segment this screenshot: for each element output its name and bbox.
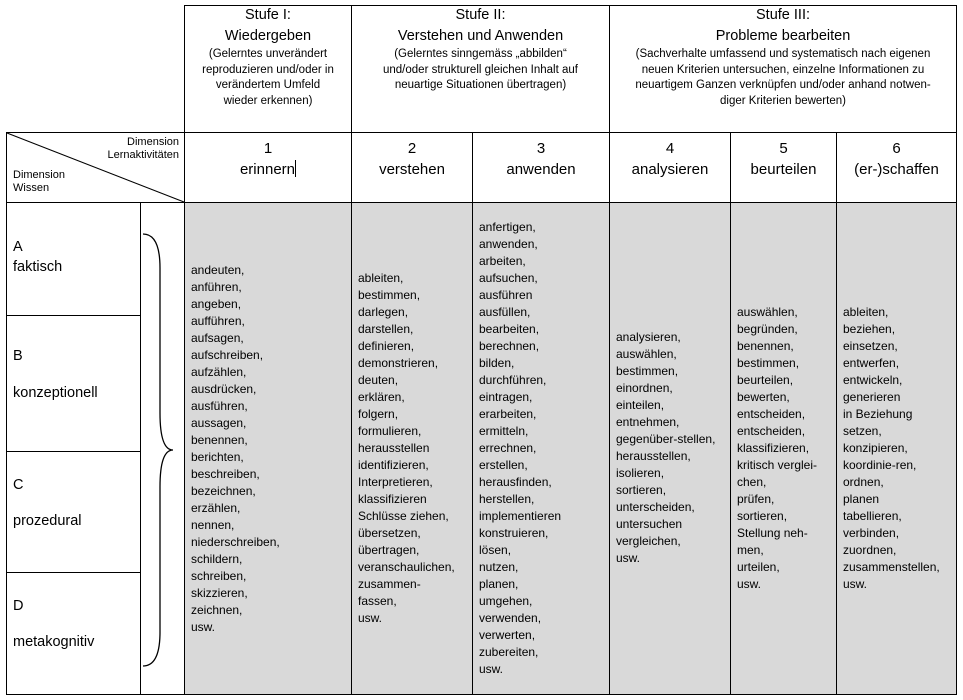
- desc-line: (Gelerntes sinngemäss „abbilden“: [394, 48, 567, 60]
- verb-item: auswählen,: [616, 347, 677, 361]
- verb-list-erinnern: [191, 262, 280, 636]
- desc-line: (Sachverhalte umfassend und systematisch nach eigenen: [635, 48, 931, 60]
- verb-item: ausführen: [479, 288, 533, 302]
- verb-item: identifizieren,: [358, 458, 429, 472]
- verb-item: zubereiten,: [479, 645, 539, 659]
- row-letter: A: [13, 239, 23, 255]
- verb-item: bezeichnen,: [191, 484, 256, 498]
- verb-list-beurteilen: [737, 304, 817, 593]
- row-name: prozedural: [13, 513, 82, 529]
- verb-item: übertragen,: [358, 543, 420, 557]
- verb-item: ausdrücken,: [191, 382, 257, 396]
- stufe-description: [610, 47, 956, 109]
- column-number: 5: [779, 140, 788, 157]
- column-header-4: [610, 138, 730, 180]
- desc-line: verändertem Umfeld: [215, 79, 321, 91]
- stufe-subtitle: Wiedergeben: [224, 28, 312, 44]
- verb-list-verstehen: [358, 270, 455, 627]
- verb-item: erklären,: [358, 390, 405, 404]
- verb-item: planen,: [479, 577, 519, 591]
- verb-item: formulieren,: [358, 424, 422, 438]
- verb-item: men,: [737, 543, 764, 557]
- verb-item: anfertigen,: [479, 220, 536, 234]
- verb-item: angeben,: [191, 297, 242, 311]
- verb-item: berechnen,: [479, 339, 540, 353]
- row-letter: B: [13, 348, 23, 364]
- verb-item: ausführen,: [191, 399, 248, 413]
- stufe-title: Stufe III:: [756, 7, 810, 23]
- verb-item: bilden,: [479, 356, 515, 370]
- row-letter: D: [13, 598, 24, 614]
- verb-item: schreiben,: [191, 569, 247, 583]
- verb-item: Stellung neh-: [737, 526, 808, 540]
- verb-item: entscheiden,: [737, 407, 806, 421]
- verb-item: niederschreiben,: [191, 535, 280, 549]
- stufe-subtitle: Probleme bearbeiten: [715, 28, 851, 44]
- column-label: (er-)schaffen: [854, 161, 939, 178]
- verb-item: arbeiten,: [479, 254, 526, 268]
- row-name: metakognitiv: [13, 634, 95, 650]
- row-label-a: [13, 237, 62, 277]
- verb-item: gegenüber-stellen,: [616, 432, 716, 446]
- desc-line: neuartige Situationen übertragen): [394, 79, 567, 91]
- verb-item: lösen,: [479, 543, 512, 557]
- verb-item: tabellieren,: [843, 509, 902, 523]
- verb-item: prüfen,: [737, 492, 775, 506]
- verb-item: usw.: [479, 662, 504, 676]
- stufe-subtitle: Verstehen und Anwenden: [397, 28, 564, 44]
- desc-line: reproduzieren und/oder in: [202, 63, 334, 76]
- desc-line: (Gelerntes unverändert: [208, 48, 328, 60]
- row-label-b: [13, 346, 98, 403]
- verb-item: auswählen,: [737, 305, 798, 319]
- verb-item: nutzen,: [479, 560, 519, 574]
- corner-label-line: Lernaktivitäten: [107, 149, 179, 161]
- verb-item: verbinden,: [843, 526, 900, 540]
- verb-item: schildern,: [191, 552, 243, 566]
- verb-item: erstellen,: [479, 458, 528, 472]
- row-name: konzeptionell: [13, 385, 98, 401]
- column-number: 4: [665, 140, 675, 157]
- verb-item: konstruieren,: [479, 526, 549, 540]
- verb-item: durchführen,: [479, 373, 547, 387]
- verb-item: bestimmen,: [737, 356, 800, 370]
- verb-item: übersetzen,: [358, 526, 421, 540]
- verb-list-erschaffen: [843, 304, 940, 593]
- verb-item: veranschaulichen,: [358, 560, 455, 574]
- corner-label-line: Dimension: [13, 169, 65, 181]
- verb-item: ermitteln,: [479, 424, 529, 438]
- verb-item: erarbeiten,: [479, 407, 537, 421]
- verb-item: erzählen,: [191, 501, 241, 515]
- column-header-6: [837, 138, 956, 180]
- verb-item: zeichnen,: [191, 603, 243, 617]
- verb-list-anwenden: [479, 219, 561, 678]
- verb-item: anwenden,: [479, 237, 538, 251]
- verb-item: aussagen,: [191, 416, 247, 430]
- desc-line: neuartigem Ganzen verknüpfen und/oder anhand notwen-: [635, 79, 931, 91]
- verb-item: untersuchen: [616, 517, 683, 531]
- verb-item: kritisch verglei-: [737, 458, 818, 472]
- verb-item: einordnen,: [616, 381, 673, 395]
- verb-item: usw.: [737, 577, 762, 591]
- verb-item: usw.: [191, 620, 216, 634]
- column-label: anwenden: [506, 161, 576, 178]
- column-number: 2: [407, 140, 417, 157]
- verb-item: einsetzen,: [843, 339, 898, 353]
- column-number: 6: [892, 140, 901, 157]
- column-label: beurteilen: [750, 161, 817, 178]
- verb-item: bestimmen,: [358, 288, 421, 302]
- row-label-c: [13, 475, 82, 531]
- verb-item: zuordnen,: [843, 543, 897, 557]
- verb-item: verwenden,: [479, 611, 542, 625]
- curly-brace-icon: [140, 228, 176, 672]
- verb-item: urteilen,: [737, 560, 780, 574]
- verb-item: bewerten,: [737, 390, 790, 404]
- verb-item: verwerten,: [479, 628, 536, 642]
- verb-item: darlegen,: [358, 305, 409, 319]
- verb-item: planen: [843, 492, 880, 506]
- verb-item: benennen,: [191, 433, 248, 447]
- verb-item: anführen,: [191, 280, 242, 294]
- stufe-2-header: [352, 7, 609, 94]
- stufe-title: Stufe II:: [455, 7, 506, 23]
- verb-item: zusammen-: [358, 577, 421, 591]
- column-number: 1: [263, 140, 273, 157]
- verb-item: berichten,: [191, 450, 244, 464]
- stufe-3-header: [610, 7, 956, 109]
- verb-item: umgehen,: [479, 594, 533, 608]
- stufe-description: [185, 47, 351, 109]
- stufe-1-header: [185, 7, 351, 109]
- verb-item: fassen,: [358, 594, 397, 608]
- column-header-2: [352, 138, 472, 180]
- verb-item: demonstrieren,: [358, 356, 439, 370]
- verb-item: beziehen,: [843, 322, 896, 336]
- dimension-wissen-label: [13, 169, 65, 195]
- stufe-title: Stufe I:: [245, 7, 291, 23]
- verb-item: unterscheiden,: [616, 500, 695, 514]
- verb-item: errechnen,: [479, 441, 537, 455]
- verb-item: zusammenstellen,: [843, 560, 940, 574]
- verb-item: ableiten,: [843, 305, 889, 319]
- verb-item: ableiten,: [358, 271, 404, 285]
- verb-item: ausfüllen,: [479, 305, 531, 319]
- verb-item: klassifizieren,: [737, 441, 810, 455]
- row-name: faktisch: [13, 259, 63, 275]
- column-header-1: [185, 138, 351, 180]
- verb-item: aufführen,: [191, 314, 245, 328]
- column-label: analysieren: [631, 161, 709, 178]
- column-number: 3: [536, 140, 546, 157]
- verb-list-analysieren: [616, 329, 715, 567]
- verb-item: koordinie-ren,: [843, 458, 917, 472]
- verb-item: aufsagen,: [191, 331, 244, 345]
- verb-item: eintragen,: [479, 390, 533, 404]
- verb-item: entwickeln,: [843, 373, 903, 387]
- column-header-3: [473, 138, 609, 180]
- verb-item: herstellen,: [479, 492, 535, 506]
- verb-item: darstellen,: [358, 322, 414, 336]
- verb-item: einteilen,: [616, 398, 665, 412]
- verb-item: folgern,: [358, 407, 399, 421]
- verb-item: beurteilen,: [737, 373, 794, 387]
- verb-item: setzen,: [843, 424, 882, 438]
- desc-line: und/oder strukturell gleichen Inhalt auf: [383, 63, 578, 76]
- verb-item: definieren,: [358, 339, 415, 353]
- verb-item: aufsuchen,: [479, 271, 538, 285]
- verb-item: sortieren,: [616, 483, 667, 497]
- verb-item: klassifizieren: [358, 492, 427, 506]
- verb-item: implementieren: [479, 509, 562, 523]
- verb-item: analysieren,: [616, 330, 681, 344]
- verb-item: sortieren,: [737, 509, 788, 523]
- verb-item: generieren: [843, 390, 901, 404]
- verb-item: benennen,: [737, 339, 794, 353]
- verb-item: andeuten,: [191, 263, 245, 277]
- verb-item: ordnen,: [843, 475, 884, 489]
- desc-line: wieder erkennen): [223, 94, 313, 107]
- verb-item: isolieren,: [616, 466, 665, 480]
- verb-item: nennen,: [191, 518, 235, 532]
- verb-item: skizzieren,: [191, 586, 248, 600]
- verb-item: bearbeiten,: [479, 322, 540, 336]
- row-label-d: [13, 596, 94, 652]
- verb-item: usw.: [843, 577, 868, 591]
- verb-item: aufschreiben,: [191, 348, 264, 362]
- verb-item: in Beziehung: [843, 407, 913, 421]
- verb-item: herausstellen: [358, 441, 430, 455]
- desc-line: diger Kriterien bewerten): [720, 94, 846, 107]
- verb-item: vergleichen,: [616, 534, 681, 548]
- verb-item: Schlüsse ziehen,: [358, 509, 449, 523]
- verb-item: deuten,: [358, 373, 399, 387]
- dimension-lernaktivitaeten-label: [60, 136, 179, 162]
- verb-item: Interpretieren,: [358, 475, 433, 489]
- desc-line: neuen Kriterien untersuchen, einzelne Informationen zu: [641, 63, 925, 76]
- verb-item: entscheiden,: [737, 424, 806, 438]
- verb-item: herausfinden,: [479, 475, 552, 489]
- verb-item: konzipieren,: [843, 441, 908, 455]
- text-cursor: [295, 160, 296, 177]
- column-label: verstehen: [379, 161, 445, 178]
- verb-item: begründen,: [737, 322, 798, 336]
- verb-item: entwerfen,: [843, 356, 900, 370]
- stufe-description: [352, 47, 609, 94]
- column-header-5: [731, 138, 836, 180]
- verb-item: entnehmen,: [616, 415, 680, 429]
- verb-item: herausstellen,: [616, 449, 691, 463]
- verb-item: bestimmen,: [616, 364, 679, 378]
- column-label: erinnern: [239, 161, 296, 178]
- verb-item: usw.: [358, 611, 383, 625]
- verb-item: usw.: [616, 551, 641, 565]
- corner-label-line: Dimension: [127, 136, 179, 148]
- row-letter: C: [13, 477, 24, 493]
- verb-item: chen,: [737, 475, 767, 489]
- verb-item: beschreiben,: [191, 467, 260, 481]
- verb-item: aufzählen,: [191, 365, 247, 379]
- corner-label-line: Wissen: [13, 182, 50, 194]
